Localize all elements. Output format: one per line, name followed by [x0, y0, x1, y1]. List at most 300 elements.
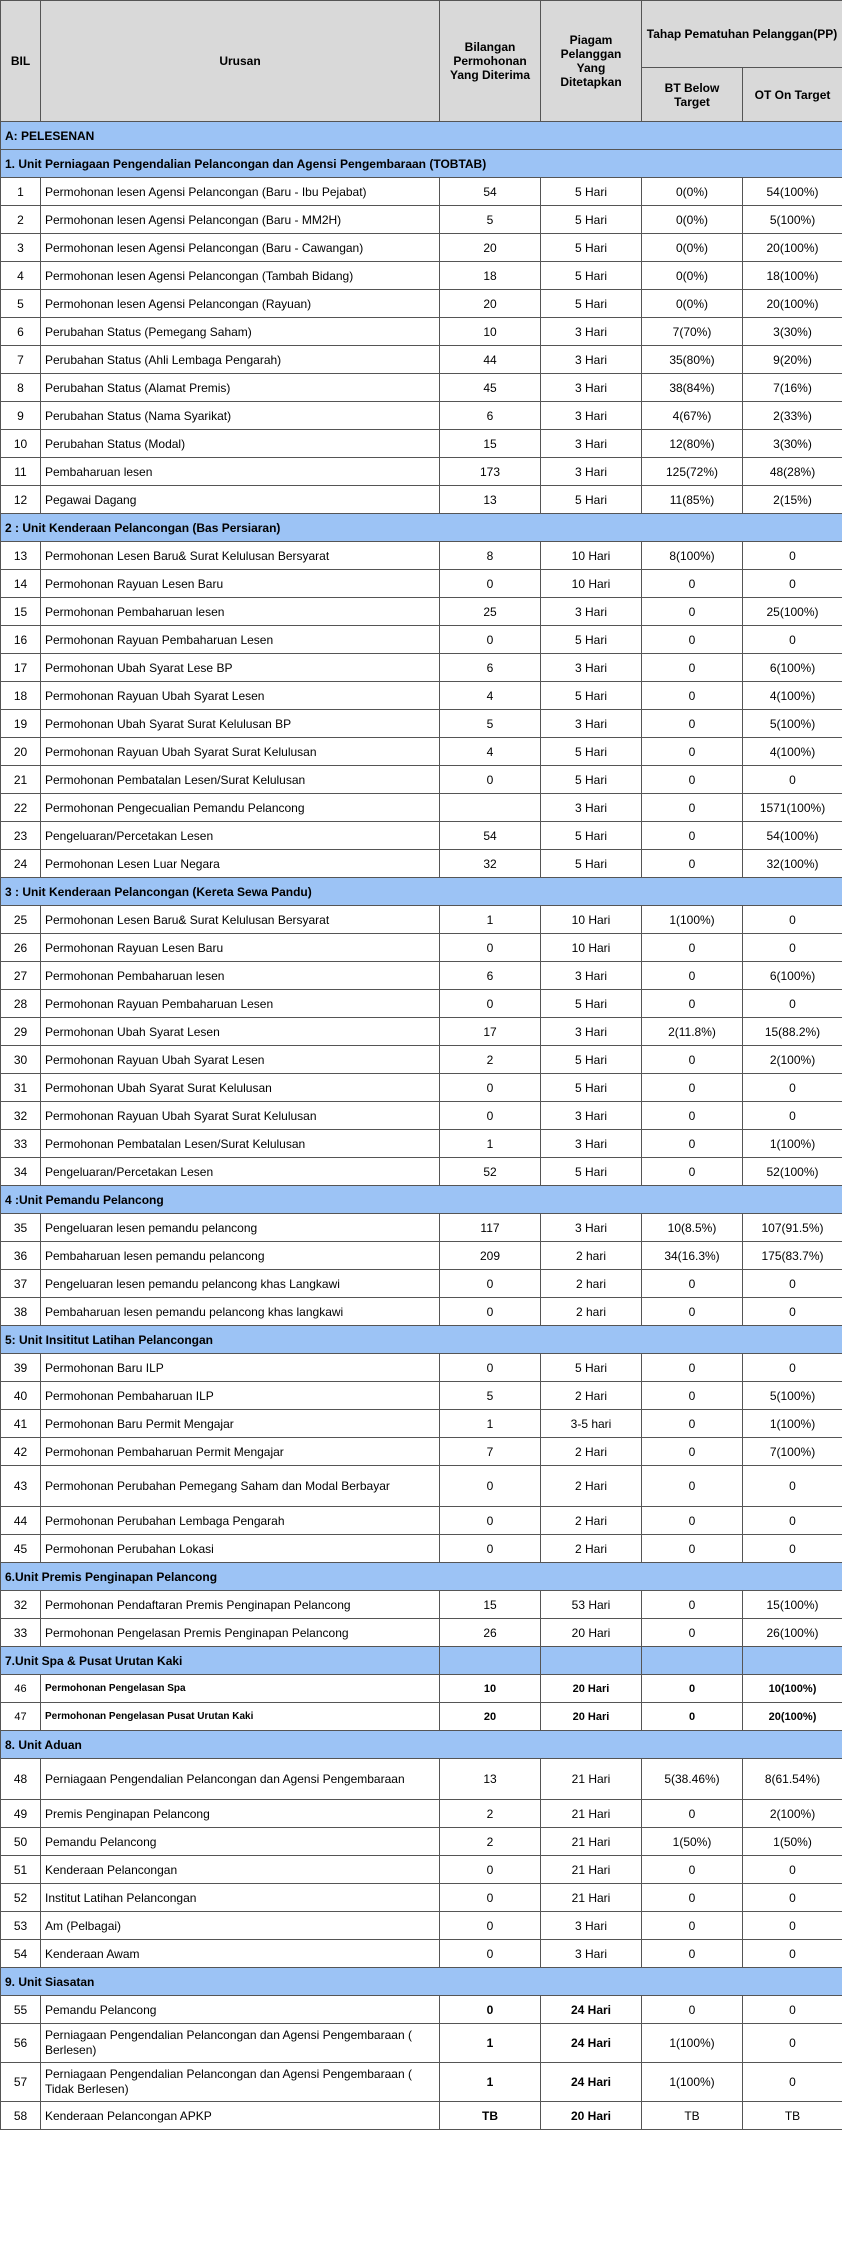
cell-piagam: 3 Hari [541, 710, 642, 738]
table-row [1, 1438, 842, 1466]
cell-ot: 20(100%) [743, 234, 842, 262]
section-title: 9. Unit Siasatan [1, 1968, 842, 1996]
cell-bil: 44 [1, 1507, 41, 1535]
cell-piagam: 5 Hari [541, 178, 642, 206]
cell-bil: 26 [1, 934, 41, 962]
cell-urusan: Permohonan Pengelasan Spa [41, 1675, 440, 1703]
cell-ot: 0 [743, 906, 842, 934]
cell-ot: 15(100%) [743, 1591, 842, 1619]
cell-piagam: 3 Hari [541, 1214, 642, 1242]
table-row [1, 234, 842, 262]
cell-ot: 7(16%) [743, 374, 842, 402]
cell-urusan: Pengeluaran lesen pemandu pelancong khas Langkawi [41, 1270, 440, 1298]
cell-bilangan: 32 [440, 850, 541, 878]
table-row [1, 290, 842, 318]
section-title: 8. Unit Aduan [1, 1731, 842, 1759]
cell-bilangan: 0 [440, 1884, 541, 1912]
cell-bil: 32 [1, 1102, 41, 1130]
cell-piagam: 3 Hari [541, 430, 642, 458]
table-row [1, 402, 842, 430]
cell-ot: 4(100%) [743, 682, 842, 710]
cell-urusan: Permohonan Rayuan Lesen Baru [41, 570, 440, 598]
cell-bilangan: 54 [440, 178, 541, 206]
cell-bt: 1(50%) [642, 1828, 743, 1856]
cell-piagam: 3 Hari [541, 794, 642, 822]
cell-bil: 24 [1, 850, 41, 878]
cell-bt: 0 [642, 1940, 743, 1968]
cell-bil: 5 [1, 290, 41, 318]
cell-bilangan: 0 [440, 1102, 541, 1130]
cell-ot: 54(100%) [743, 822, 842, 850]
cell-bilangan: 52 [440, 1158, 541, 1186]
cell-piagam: 5 Hari [541, 290, 642, 318]
cell-bt: 0(0%) [642, 290, 743, 318]
cell-urusan: Permohonan Pembaharuan Permit Mengajar [41, 1438, 440, 1466]
cell-piagam: 3 Hari [541, 962, 642, 990]
cell-bt: 7(70%) [642, 318, 743, 346]
cell-ot: 1571(100%) [743, 794, 842, 822]
table-row [1, 738, 842, 766]
cell-piagam: 3 Hari [541, 598, 642, 626]
section-title: 3 : Unit Kenderaan Pelancongan (Kereta Sewa Pandu) [1, 878, 842, 906]
cell-bt: 0 [642, 990, 743, 1018]
cell-piagam: 3 Hari [541, 1940, 642, 1968]
table-row [1, 1800, 842, 1828]
table-row [1, 346, 842, 374]
cell-bt: 0 [642, 1535, 743, 1563]
cell-urusan: Permohonan lesen Agensi Pelancongan (Baru - MM2H) [41, 206, 440, 234]
table-row [1, 1270, 842, 1298]
table-row [1, 850, 842, 878]
cell-piagam: 3 Hari [541, 1102, 642, 1130]
cell-bil: 43 [1, 1466, 41, 1507]
table-row [1, 710, 842, 738]
cell-bilangan: 4 [440, 682, 541, 710]
cell-piagam: 5 Hari [541, 626, 642, 654]
table-row [1, 1214, 842, 1242]
cell-ot: 0 [743, 570, 842, 598]
cell-piagam: 24 Hari [541, 2024, 642, 2063]
cell-piagam: 20 Hari [541, 1703, 642, 1731]
table-row [1, 1382, 842, 1410]
cell-bilangan: 18 [440, 262, 541, 290]
header-bt-below-target [642, 68, 743, 122]
cell-piagam: 5 Hari [541, 682, 642, 710]
cell-bil: 46 [1, 1675, 41, 1703]
table-row [1, 2063, 842, 2102]
cell-urusan: Permohonan Perubahan Pemegang Saham dan Modal Berbayar [41, 1466, 440, 1507]
table-row [1, 570, 842, 598]
cell-piagam: 2 Hari [541, 1535, 642, 1563]
cell-bil: 40 [1, 1382, 41, 1410]
cell-ot: 0 [743, 1074, 842, 1102]
section-title: 1. Unit Perniagaan Pengendalian Pelancongan dan Agensi Pengembaraan (TOBTAB) [1, 150, 842, 178]
cell-bil: 9 [1, 402, 41, 430]
cell-bil: 17 [1, 654, 41, 682]
cell-ot: 3(30%) [743, 430, 842, 458]
table-row [1, 206, 842, 234]
cell-ot: 2(100%) [743, 1800, 842, 1828]
cell-urusan: Kenderaan Pelancongan [41, 1856, 440, 1884]
cell-urusan: Permohonan Pembatalan Lesen/Surat Kelulusan [41, 766, 440, 794]
cell-bilangan: 0 [440, 1912, 541, 1940]
cell-bilangan: 0 [440, 1507, 541, 1535]
cell-urusan: Perniagaan Pengendalian Pelancongan dan Agensi Pengembaraan ( Berlesen) [41, 2024, 440, 2063]
cell-ot: 0 [743, 1466, 842, 1507]
section-title: 7.Unit Spa & Pusat Urutan Kaki [1, 1647, 440, 1675]
cell-piagam: 5 Hari [541, 1046, 642, 1074]
cell-piagam: 2 hari [541, 1242, 642, 1270]
cell-ot: 5(100%) [743, 710, 842, 738]
cell-bil: 52 [1, 1884, 41, 1912]
cell-urusan: Perubahan Status (Modal) [41, 430, 440, 458]
cell-piagam: 24 Hari [541, 1996, 642, 2024]
cell-ot: 175(83.7%) [743, 1242, 842, 1270]
cell-urusan: Perubahan Status (Pemegang Saham) [41, 318, 440, 346]
cell-bil: 12 [1, 486, 41, 514]
cell-bilangan: 2 [440, 1828, 541, 1856]
cell-urusan: Premis Penginapan Pelancong [41, 1800, 440, 1828]
cell-piagam: 21 Hari [541, 1828, 642, 1856]
cell-bilangan: 8 [440, 542, 541, 570]
cell-ot: 8(61.54%) [743, 1759, 842, 1800]
cell-urusan: Pemandu Pelancong [41, 1828, 440, 1856]
cell-piagam: 24 Hari [541, 2063, 642, 2102]
cell-bt: 0 [642, 1270, 743, 1298]
cell-urusan: Perubahan Status (Ahli Lembaga Pengarah) [41, 346, 440, 374]
cell-urusan: Permohonan Rayuan Ubah Syarat Lesen [41, 1046, 440, 1074]
section-header-row [1, 1968, 842, 1996]
cell-bt: 0 [642, 1856, 743, 1884]
cell-bt: 0 [642, 1466, 743, 1507]
cell-piagam: 5 Hari [541, 850, 642, 878]
cell-ot: 32(100%) [743, 850, 842, 878]
cell-ot: 1(100%) [743, 1130, 842, 1158]
cell-bt: 35(80%) [642, 346, 743, 374]
cell-ot: 0 [743, 1996, 842, 2024]
cell-ot: 0 [743, 1856, 842, 1884]
table-row [1, 1940, 842, 1968]
cell-piagam: 3 Hari [541, 1018, 642, 1046]
cell-bil: 7 [1, 346, 41, 374]
cell-piagam: 3 Hari [541, 318, 642, 346]
cell-piagam: 5 Hari [541, 766, 642, 794]
section-header-row [1, 1563, 842, 1591]
cell-ot: 25(100%) [743, 598, 842, 626]
section-empty-cell [541, 1647, 642, 1675]
cell-bilangan: 20 [440, 290, 541, 318]
cell-bt: 4(67%) [642, 402, 743, 430]
table-row [1, 1354, 842, 1382]
cell-piagam: 53 Hari [541, 1591, 642, 1619]
table-header [1, 1, 842, 122]
cell-bilangan: 15 [440, 430, 541, 458]
cell-bilangan: 209 [440, 1242, 541, 1270]
cell-urusan: Am (Pelbagai) [41, 1912, 440, 1940]
header-urusan: Urusan [41, 1, 440, 122]
cell-bil: 19 [1, 710, 41, 738]
section-header-row [1, 1186, 842, 1214]
cell-bilangan: 5 [440, 206, 541, 234]
section-empty-cell [642, 1647, 743, 1675]
cell-bil: 11 [1, 458, 41, 486]
cell-ot: 0 [743, 2063, 842, 2102]
cell-bilangan: 0 [440, 626, 541, 654]
header-ot-on-target [743, 68, 842, 122]
table-row [1, 1619, 842, 1647]
table-row [1, 794, 842, 822]
cell-bilangan: 0 [440, 1074, 541, 1102]
cell-urusan: Permohonan Lesen Baru& Surat Kelulusan Bersyarat [41, 542, 440, 570]
cell-ot: 0 [743, 1270, 842, 1298]
cell-urusan: Pengeluaran/Percetakan Lesen [41, 1158, 440, 1186]
cell-bt: 0 [642, 766, 743, 794]
cell-bil: 25 [1, 906, 41, 934]
cell-bilangan: 15 [440, 1591, 541, 1619]
cell-bt: 0 [642, 682, 743, 710]
cell-bil: 22 [1, 794, 41, 822]
cell-piagam: 5 Hari [541, 262, 642, 290]
cell-ot: 6(100%) [743, 962, 842, 990]
cell-bilangan: 2 [440, 1800, 541, 1828]
cell-bilangan: 0 [440, 570, 541, 598]
cell-bilangan: 0 [440, 1354, 541, 1382]
cell-ot: 0 [743, 766, 842, 794]
cell-piagam: 2 Hari [541, 1507, 642, 1535]
cell-ot: 0 [743, 1535, 842, 1563]
cell-bilangan: 117 [440, 1214, 541, 1242]
cell-bt: 0 [642, 1800, 743, 1828]
cell-piagam: 20 Hari [541, 2102, 642, 2130]
cell-bil: 6 [1, 318, 41, 346]
cell-bt: 1(100%) [642, 906, 743, 934]
cell-urusan: Permohonan Pengelasan Pusat Urutan Kaki [41, 1703, 440, 1731]
cell-bilangan: 1 [440, 906, 541, 934]
cell-bil: 35 [1, 1214, 41, 1242]
section-header-row [1, 514, 842, 542]
cell-bt: 0 [642, 598, 743, 626]
cell-piagam: 3 Hari [541, 346, 642, 374]
cell-bil: 14 [1, 570, 41, 598]
table-row [1, 178, 842, 206]
table-row [1, 374, 842, 402]
cell-bil: 15 [1, 598, 41, 626]
cell-bt: 5(38.46%) [642, 1759, 743, 1800]
cell-bt: 1(100%) [642, 2063, 743, 2102]
cell-bil: 16 [1, 626, 41, 654]
cell-bilangan: 13 [440, 1759, 541, 1800]
cell-piagam: 20 Hari [541, 1675, 642, 1703]
table-row [1, 934, 842, 962]
cell-urusan: Permohonan Rayuan Pembaharuan Lesen [41, 990, 440, 1018]
cell-bt: 0 [642, 1996, 743, 2024]
cell-piagam: 5 Hari [541, 486, 642, 514]
cell-bil: 32 [1, 1591, 41, 1619]
cell-ot: 1(100%) [743, 1410, 842, 1438]
cell-urusan: Permohonan Ubah Syarat Lesen [41, 1018, 440, 1046]
cell-ot: 5(100%) [743, 206, 842, 234]
section-title: 6.Unit Premis Penginapan Pelancong [1, 1563, 842, 1591]
table-row [1, 1912, 842, 1940]
cell-ot: 0 [743, 1354, 842, 1382]
table-row [1, 1410, 842, 1438]
table-row [1, 1884, 842, 1912]
cell-bil: 8 [1, 374, 41, 402]
cell-bt: 0(0%) [642, 262, 743, 290]
cell-bilangan: 1 [440, 1410, 541, 1438]
section-header-row [1, 1731, 842, 1759]
cell-bil: 50 [1, 1828, 41, 1856]
cell-piagam: 5 Hari [541, 1354, 642, 1382]
cell-bt: 1(100%) [642, 2024, 743, 2063]
table-row [1, 542, 842, 570]
cell-bilangan: 0 [440, 1535, 541, 1563]
cell-bilangan: 6 [440, 402, 541, 430]
table-row [1, 1856, 842, 1884]
cell-ot: 52(100%) [743, 1158, 842, 1186]
section-title: A: PELESENAN [1, 122, 842, 150]
table-row [1, 1535, 842, 1563]
cell-bil: 58 [1, 2102, 41, 2130]
cell-bt: 0 [642, 1438, 743, 1466]
cell-bil: 41 [1, 1410, 41, 1438]
cell-bilangan: 13 [440, 486, 541, 514]
cell-urusan: Permohonan Ubah Syarat Surat Kelulusan BP [41, 710, 440, 738]
cell-ot: 0 [743, 1940, 842, 1968]
cell-bilangan: 0 [440, 1466, 541, 1507]
cell-bt: 0 [642, 1619, 743, 1647]
cell-ot: 0 [743, 934, 842, 962]
table-row [1, 458, 842, 486]
cell-bt: 0 [642, 850, 743, 878]
cell-piagam: 21 Hari [541, 1759, 642, 1800]
cell-urusan: Permohonan Pengelasan Premis Penginapan Pelancong [41, 1619, 440, 1647]
cell-bilangan: 10 [440, 318, 541, 346]
table-row [1, 1759, 842, 1800]
section-title: 2 : Unit Kenderaan Pelancongan (Bas Persiaran) [1, 514, 842, 542]
cell-ot: 48(28%) [743, 458, 842, 486]
cell-bt: 0 [642, 1046, 743, 1074]
table-row [1, 1018, 842, 1046]
cell-bt: 0(0%) [642, 206, 743, 234]
cell-bt: 0 [642, 710, 743, 738]
cell-bil: 47 [1, 1703, 41, 1731]
cell-bt: 0 [642, 1158, 743, 1186]
section-title: 4 :Unit Pemandu Pelancong [1, 1186, 842, 1214]
cell-urusan: Permohonan Rayuan Lesen Baru [41, 934, 440, 962]
cell-urusan: Permohonan Perubahan Lembaga Pengarah [41, 1507, 440, 1535]
cell-urusan: Permohonan Pembaharuan lesen [41, 962, 440, 990]
section-header-row [1, 1326, 842, 1354]
table-row [1, 766, 842, 794]
cell-bil: 55 [1, 1996, 41, 2024]
cell-bt: 0 [642, 1102, 743, 1130]
cell-bilangan: 20 [440, 234, 541, 262]
cell-bilangan: 1 [440, 2024, 541, 2063]
section-header-row [1, 1647, 842, 1675]
cell-bil: 20 [1, 738, 41, 766]
cell-urusan: Permohonan lesen Agensi Pelancongan (Baru - Cawangan) [41, 234, 440, 262]
cell-ot: 0 [743, 542, 842, 570]
cell-ot: 54(100%) [743, 178, 842, 206]
cell-bt: 0 [642, 1298, 743, 1326]
cell-bt: 0 [642, 1912, 743, 1940]
cell-bil: 36 [1, 1242, 41, 1270]
cell-ot: 3(30%) [743, 318, 842, 346]
cell-bilangan: 0 [440, 766, 541, 794]
cell-piagam: 3 Hari [541, 374, 642, 402]
cell-urusan: Permohonan Pembaharuan ILP [41, 1382, 440, 1410]
cell-bilangan: 45 [440, 374, 541, 402]
cell-bt: 0 [642, 1507, 743, 1535]
cell-ot: 5(100%) [743, 1382, 842, 1410]
header-tahap-pematuhan: Tahap Pematuhan Pelanggan(PP) [642, 1, 842, 68]
cell-piagam: 21 Hari [541, 1800, 642, 1828]
cell-ot: 2(33%) [743, 402, 842, 430]
cell-bt: 11(85%) [642, 486, 743, 514]
cell-piagam: 21 Hari [541, 1884, 642, 1912]
cell-urusan: Permohonan lesen Agensi Pelancongan (Tambah Bidang) [41, 262, 440, 290]
cell-bil: 21 [1, 766, 41, 794]
cell-piagam: 2 hari [541, 1270, 642, 1298]
cell-bil: 42 [1, 1438, 41, 1466]
cell-bilangan: 26 [440, 1619, 541, 1647]
cell-bil: 34 [1, 1158, 41, 1186]
cell-bt: 0(0%) [642, 234, 743, 262]
cell-ot: 20(100%) [743, 290, 842, 318]
cell-urusan: Permohonan Lesen Baru& Surat Kelulusan Bersyarat [41, 906, 440, 934]
cell-bt: 0 [642, 1074, 743, 1102]
cell-ot: 0 [743, 1912, 842, 1940]
cell-bt: 0 [642, 1410, 743, 1438]
cell-bt: 8(100%) [642, 542, 743, 570]
cell-ot: 9(20%) [743, 346, 842, 374]
cell-urusan: Permohonan Rayuan Ubah Syarat Lesen [41, 682, 440, 710]
cell-ot: 0 [743, 1884, 842, 1912]
table-row [1, 318, 842, 346]
cell-ot: 4(100%) [743, 738, 842, 766]
cell-urusan: Permohonan Pembaharuan lesen [41, 598, 440, 626]
table-row [1, 1996, 842, 2024]
table-row [1, 1074, 842, 1102]
cell-bilangan: 0 [440, 1856, 541, 1884]
cell-ot: 15(88.2%) [743, 1018, 842, 1046]
cell-ot: 7(100%) [743, 1438, 842, 1466]
table-row [1, 962, 842, 990]
cell-piagam: 10 Hari [541, 542, 642, 570]
cell-bilangan: 10 [440, 1675, 541, 1703]
cell-bt: 10(8.5%) [642, 1214, 743, 1242]
cell-piagam: 20 Hari [541, 1619, 642, 1647]
cell-bt: 0(0%) [642, 178, 743, 206]
cell-urusan: Perniagaan Pengendalian Pelancongan dan Agensi Pengembaraan [41, 1759, 440, 1800]
table-row [1, 1298, 842, 1326]
header-bt-label: BT Below Target [664, 80, 720, 109]
cell-urusan: Permohonan lesen Agensi Pelancongan (Baru - Ibu Pejabat) [41, 178, 440, 206]
cell-bil: 13 [1, 542, 41, 570]
cell-piagam: 5 Hari [541, 990, 642, 1018]
table-row [1, 822, 842, 850]
cell-ot: 2(100%) [743, 1046, 842, 1074]
table-row [1, 1102, 842, 1130]
cell-bt: 0 [642, 654, 743, 682]
cell-piagam: 5 Hari [541, 1074, 642, 1102]
cell-bt: 0 [642, 626, 743, 654]
table-row [1, 2024, 842, 2063]
cell-bt: 2(11.8%) [642, 1018, 743, 1046]
table-row [1, 1828, 842, 1856]
cell-bilangan [440, 794, 541, 822]
